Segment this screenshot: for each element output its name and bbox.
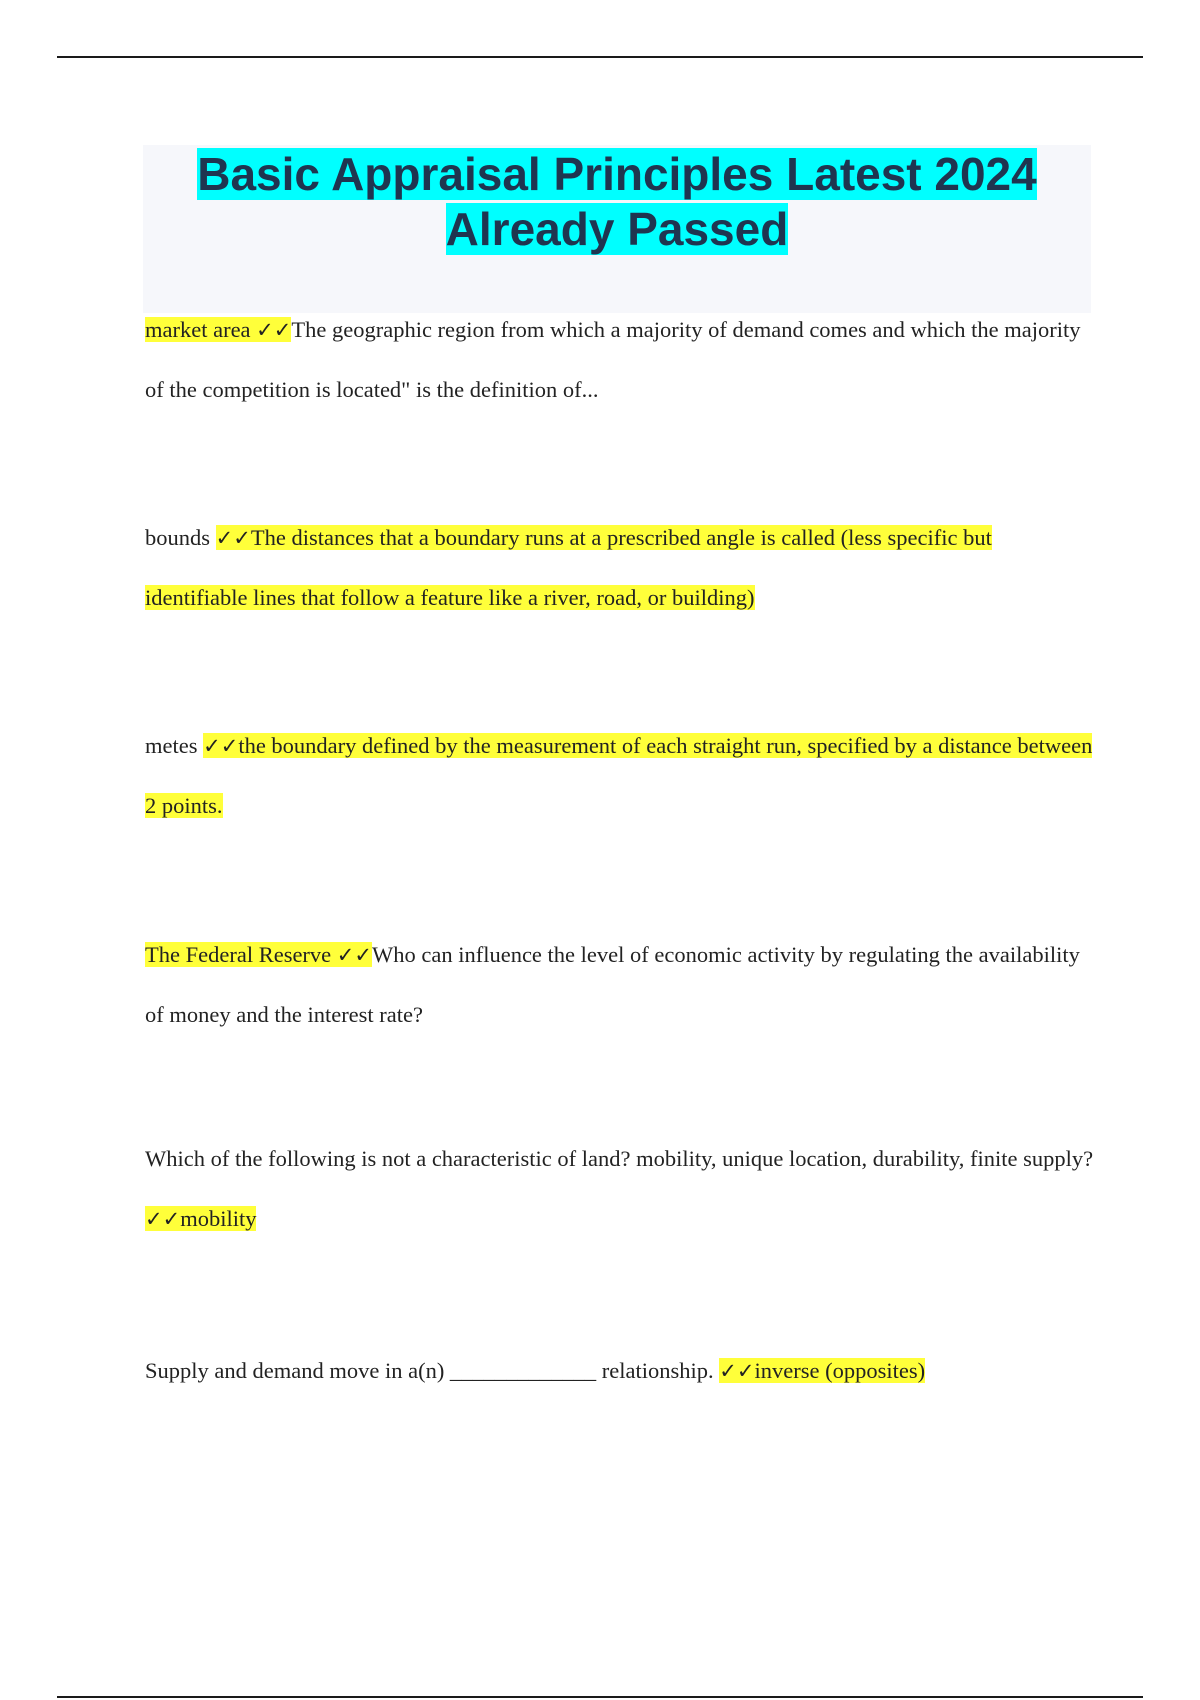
answer-highlight — [145, 525, 992, 610]
double-check-icon: ✓✓ — [203, 734, 239, 758]
answer-highlight — [145, 1206, 256, 1231]
term-text: The Federal Reserve — [145, 942, 332, 967]
qa-item-land-characteristic — [145, 1129, 1095, 1249]
definition-text: The geographic region from which a majority of demand comes and which the majority of the competition is located" is the definition of... — [145, 317, 1081, 402]
term-highlight — [145, 942, 372, 967]
definition-text: the boundary defined by the measurement of each straight run, specified by a distance between 2 points. — [145, 733, 1093, 818]
footer-rule — [57, 1696, 1143, 1698]
header-rule — [57, 56, 1143, 58]
qa-item-metes — [145, 716, 1095, 836]
document-title: Basic Appraisal Principles Latest 2024 Already Passed — [197, 148, 1037, 255]
definition-text: The distances that a boundary runs at a prescribed angle is called (less specific but identifiable lines that follow a feature like a river, road, or building) — [145, 525, 992, 610]
term-text: market area — [145, 317, 251, 342]
double-check-icon: ✓✓ — [336, 943, 372, 967]
term-text: bounds — [145, 525, 211, 550]
qa-item-bounds — [145, 508, 1095, 628]
term-text: metes — [145, 733, 198, 758]
answer-text: mobility — [180, 1206, 257, 1231]
qa-item-market-area — [145, 300, 1095, 420]
answer-highlight — [719, 1358, 925, 1383]
double-check-icon: ✓✓ — [719, 1359, 755, 1383]
definition-text: Who can influence the level of economic activity by regulating the availability of money and the interest rate? — [145, 942, 1080, 1027]
double-check-icon: ✓✓ — [215, 526, 251, 550]
answer-text: inverse (opposites) — [754, 1358, 926, 1383]
double-check-icon: ✓✓ — [145, 1207, 181, 1231]
qa-item-federal-reserve — [145, 925, 1095, 1045]
question-text: Which of the following is not a characteristic of land? mobility, unique location, durability, finite supply? — [145, 1146, 1094, 1171]
qa-item-supply-demand — [145, 1341, 1095, 1401]
term-highlight — [145, 317, 291, 342]
answer-highlight — [145, 733, 1092, 818]
question-text: Supply and demand move in a(n) _____________ relationship. — [145, 1358, 714, 1383]
title-block — [143, 145, 1091, 313]
double-check-icon: ✓✓ — [256, 318, 292, 342]
